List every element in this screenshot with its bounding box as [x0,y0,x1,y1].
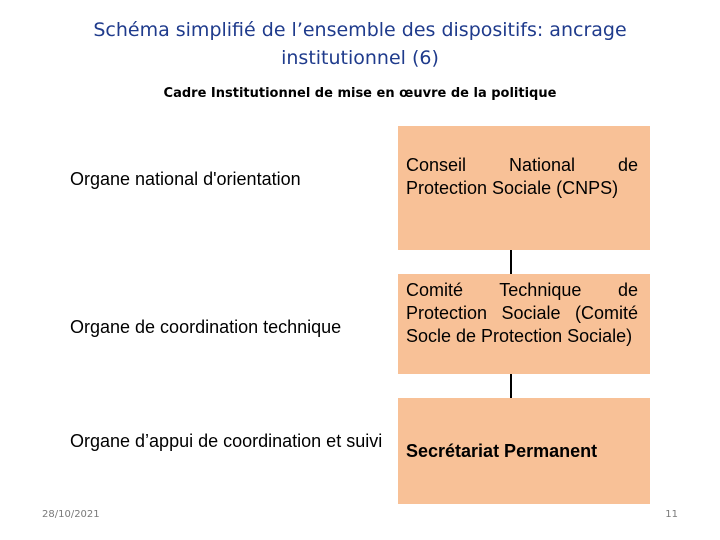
connector-line-1 [510,250,512,274]
row-label-coordination: Organe de coordination technique [70,317,342,337]
slide-title: Schéma simplifié de l’ensemble des dispositifs: ancrage institutionnel (6) [93,19,627,69]
slide-subtitle: Cadre Institutionnel de mise en œuvre de la politique [163,86,557,101]
box-cnps-text: Conseil National de Protection Sociale (CNPS) [406,155,638,198]
row-label-orientation: Organe national d'orientation [70,169,301,189]
connector-line-2 [510,374,512,398]
page-number: 11 [665,509,678,520]
row-label-appui: Organe d’appui de coordination et suivi [70,431,383,451]
box-comite-technique-text: Comité Technique de Protection Sociale (Comité Socle de Protection Sociale) [406,280,638,346]
box-secretariat-text: Secrétariat Permanent [406,441,598,461]
box-secretariat [398,398,650,504]
box-cnps [398,126,650,250]
footer-date: 28/10/2021 [42,509,100,520]
box-comite-technique [398,274,650,374]
